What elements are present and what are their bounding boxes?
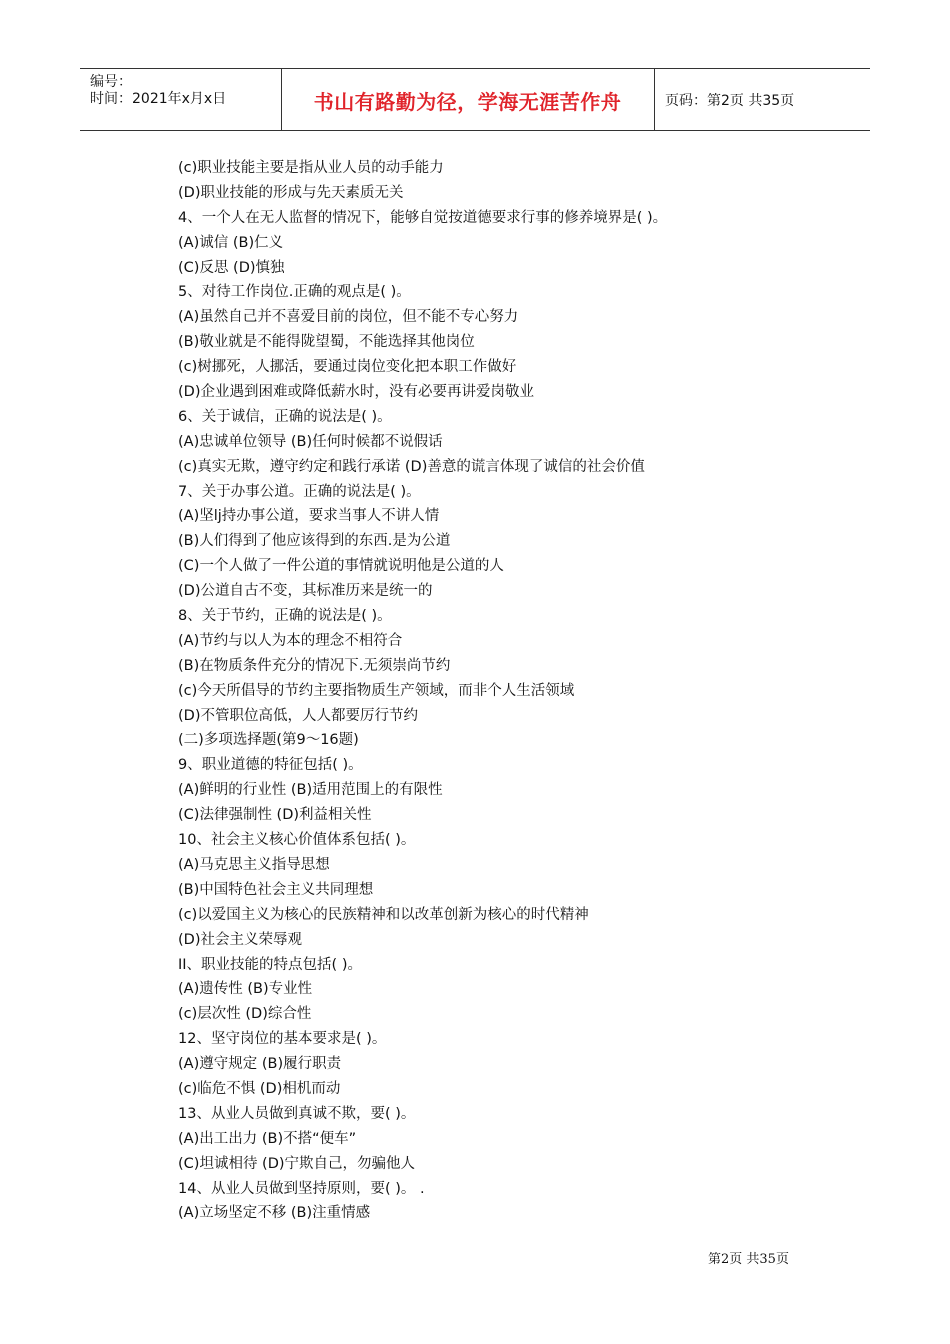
document-line: (C)法律强制性 (D)利益相关性 xyxy=(178,807,372,824)
document-line: 14、从业人员做到坚持原则，要( )。 . xyxy=(178,1180,425,1197)
document-line: 9、职业道德的特征包括( )。 xyxy=(178,757,363,774)
document-line: 12、坚守岗位的基本要求是( )。 xyxy=(178,1031,387,1048)
document-line: (D)职业技能的形成与先天素质无关 xyxy=(178,184,404,201)
document-line: (A)遵守规定 (B)履行职责 xyxy=(178,1056,342,1073)
document-line: (B)中国特色社会主义共同理想 xyxy=(178,881,374,898)
document-line: (A)马克思主义指导思想 xyxy=(178,856,330,873)
document-line: (B)敬业就是不能得陇望蜀，不能选择其他岗位 xyxy=(178,334,475,351)
document-line: 8、关于节约，正确的说法是( )。 xyxy=(178,608,392,625)
document-line: (D)公道自古不变，其标准历来是统一的 xyxy=(178,583,433,600)
document-line: (A)出工出力 (B)不搭“便车” xyxy=(178,1130,357,1147)
document-line: (A)立场坚定不移 (B)注重情感 xyxy=(178,1205,371,1222)
document-line: (A)鲜明的行业性 (B)适用范围上的有限性 xyxy=(178,782,443,799)
header-motto-cell xyxy=(281,69,655,130)
document-body xyxy=(178,156,818,1226)
document-line: 6、关于诚信，正确的说法是( )。 xyxy=(178,408,392,425)
document-line: 13、从业人员做到真诚不欺，要( )。 xyxy=(178,1105,416,1122)
document-line: 10、社会主义核心价值体系包括( )。 xyxy=(178,832,416,849)
document-line: (A)虽然自己并不喜爱目前的岗位，但不能不专心努力 xyxy=(178,309,519,326)
doc-time-label: 时间：2021年x月x日 xyxy=(90,91,227,107)
document-line: (c)临危不惧 (D)相机而动 xyxy=(178,1080,341,1097)
document-line: 5、对待工作岗位.正确的观点是( )。 xyxy=(178,284,411,301)
document-line: (c)以爱国主义为核心的民族精神和以改革创新为核心的时代精神 xyxy=(178,906,589,923)
document-line: (c)真实无欺，遵守约定和践行承诺 (D)善意的谎言体现了诚信的社会价值 xyxy=(178,458,645,475)
document-line: (C)坦诚相待 (D)宁欺自己，勿骗他人 xyxy=(178,1155,416,1172)
document-line: (c)职业技能主要是指从业人员的动手能力 xyxy=(178,160,444,176)
document-line: (c)层次性 (D)综合性 xyxy=(178,1006,312,1023)
document-line: (A)忠诚单位领导 (B)任何时候都不说假话 xyxy=(178,433,443,450)
document-line: (A)诚信 (B)仁义 xyxy=(178,234,284,251)
doc-code-label: 编号： xyxy=(90,74,132,90)
document-line: (A)节约与以人为本的理念不相符合 xyxy=(178,632,403,649)
document-line: (B)在物质条件充分的情况下.无须崇尚节约 xyxy=(178,657,451,674)
document-line: (D)企业遇到困难或降低薪水时，没有必要再讲爱岗敬业 xyxy=(178,384,534,401)
document-line: (c)今天所倡导的节约主要指物质生产领域，而非个人生活领域 xyxy=(178,682,575,699)
header-page-cell xyxy=(655,69,870,130)
document-line: 7、关于办事公道。正确的说法是( )。 xyxy=(178,483,421,500)
footer-page-number: 第2页 共35页 xyxy=(708,1252,789,1267)
document-line: (C)反思 (D)慎独 xyxy=(178,259,285,276)
document-line: (A)坚lj持办事公道，要求当事人不讲人情 xyxy=(178,508,440,525)
document-line: (二)多项选择题(第9～16题) xyxy=(178,732,359,749)
document-line: (A)遗传性 (B)专业性 xyxy=(178,981,313,998)
header-meta-cell xyxy=(80,69,282,130)
document-line: (C)一个人做了一件公道的事情就说明他是公道的人 xyxy=(178,558,504,575)
header-page-number: 页码：第2页 共35页 xyxy=(665,93,795,109)
page-header xyxy=(80,68,870,131)
document-line: II、职业技能的特点包括( )。 xyxy=(178,956,362,973)
document-line: 4、一个人在无人监督的情况下，能够自觉按道德要求行事的修养境界是( )。 xyxy=(178,209,668,226)
document-line: (D)社会主义荣辱观 xyxy=(178,931,302,948)
header-motto: 书山有路勤为径，学海无涯苦作舟 xyxy=(313,90,622,114)
document-line: (D)不管职位高低，人人都要厉行节约 xyxy=(178,707,418,724)
document-line: (B)人们得到了他应该得到的东西.是为公道 xyxy=(178,533,451,550)
document-line: (c)树挪死，人挪活，要通过岗位变化把本职工作做好 xyxy=(178,359,517,376)
